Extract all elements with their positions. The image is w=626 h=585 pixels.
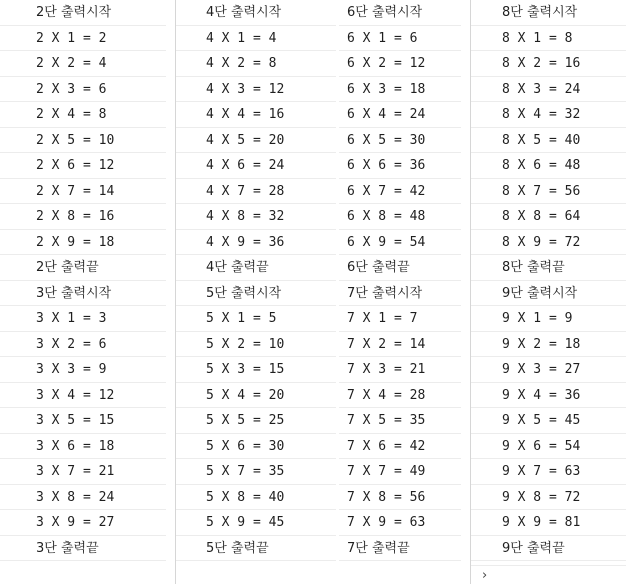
log-line: 4 X 2 = 8 — [176, 51, 336, 77]
log-line-end: 5단 출력끝 — [176, 536, 336, 562]
log-line: 3 X 4 = 12 — [0, 383, 166, 409]
log-line-start: 4단 출력시작 — [176, 0, 336, 26]
log-line: 9 X 5 = 45 — [471, 408, 626, 434]
log-line: 3 X 7 = 21 — [0, 459, 166, 485]
log-line: 3 X 8 = 24 — [0, 485, 166, 511]
log-line-end: 8단 출력끝 — [471, 255, 626, 281]
log-line-start: 3단 출력시작 — [0, 281, 166, 307]
log-line: 3 X 5 = 15 — [0, 408, 166, 434]
log-line: 6 X 4 = 24 — [339, 102, 461, 128]
log-line: 4 X 9 = 36 — [176, 230, 336, 256]
log-line: 7 X 4 = 28 — [339, 383, 461, 409]
log-line: 5 X 6 = 30 — [176, 434, 336, 460]
console-column-4 — [471, 0, 626, 584]
log-line: 7 X 9 = 63 — [339, 510, 461, 536]
log-line: 3 X 1 = 3 — [0, 306, 166, 332]
console-column-1 — [0, 0, 166, 584]
log-line: 2 X 8 = 16 — [0, 204, 166, 230]
log-line: 3 X 3 = 9 — [0, 357, 166, 383]
log-line: 5 X 1 = 5 — [176, 306, 336, 332]
log-line-end: 6단 출력끝 — [339, 255, 461, 281]
log-line: 4 X 7 = 28 — [176, 179, 336, 205]
column-divider — [470, 0, 471, 584]
log-line: 6 X 5 = 30 — [339, 128, 461, 154]
log-line: 7 X 8 = 56 — [339, 485, 461, 511]
log-line: 6 X 6 = 36 — [339, 153, 461, 179]
log-line-end: 9단 출력끝 — [471, 536, 626, 562]
log-line: 6 X 3 = 18 — [339, 77, 461, 103]
log-line-end: 4단 출력끝 — [176, 255, 336, 281]
log-line: 6 X 7 = 42 — [339, 179, 461, 205]
log-line: 5 X 9 = 45 — [176, 510, 336, 536]
log-line: 9 X 7 = 63 — [471, 459, 626, 485]
chevron-right-icon: › — [482, 568, 488, 583]
log-line: 2 X 3 = 6 — [0, 77, 166, 103]
log-line: 2 X 4 = 8 — [0, 102, 166, 128]
log-line: 4 X 1 = 4 — [176, 26, 336, 52]
log-line: 2 X 9 = 18 — [0, 230, 166, 256]
log-line: 5 X 8 = 40 — [176, 485, 336, 511]
log-line: 7 X 3 = 21 — [339, 357, 461, 383]
log-line: 8 X 4 = 32 — [471, 102, 626, 128]
log-line: 2 X 1 = 2 — [0, 26, 166, 52]
log-line: 5 X 7 = 35 — [176, 459, 336, 485]
log-line: 8 X 9 = 72 — [471, 230, 626, 256]
log-line: 8 X 8 = 64 — [471, 204, 626, 230]
log-line: 7 X 6 = 42 — [339, 434, 461, 460]
log-line: 9 X 1 = 9 — [471, 306, 626, 332]
log-line: 8 X 2 = 16 — [471, 51, 626, 77]
log-line-end: 3단 출력끝 — [0, 536, 166, 562]
log-line: 2 X 5 = 10 — [0, 128, 166, 154]
log-line: 9 X 2 = 18 — [471, 332, 626, 358]
console-column-3 — [339, 0, 461, 584]
log-line: 6 X 9 = 54 — [339, 230, 461, 256]
log-line: 2 X 6 = 12 — [0, 153, 166, 179]
log-line: 7 X 2 = 14 — [339, 332, 461, 358]
log-line: 8 X 5 = 40 — [471, 128, 626, 154]
log-line: 8 X 7 = 56 — [471, 179, 626, 205]
log-line-end: 7단 출력끝 — [339, 536, 461, 562]
log-line-start: 6단 출력시작 — [339, 0, 461, 26]
log-line-start: 7단 출력시작 — [339, 281, 461, 307]
log-line: 9 X 8 = 72 — [471, 485, 626, 511]
log-line: 5 X 4 = 20 — [176, 383, 336, 409]
log-line: 9 X 3 = 27 — [471, 357, 626, 383]
log-line: 2 X 2 = 4 — [0, 51, 166, 77]
console-input[interactable] — [471, 565, 626, 585]
log-line-start: 9단 출력시작 — [471, 281, 626, 307]
log-line: 6 X 1 = 6 — [339, 26, 461, 52]
log-line: 3 X 2 = 6 — [0, 332, 166, 358]
log-line: 7 X 5 = 35 — [339, 408, 461, 434]
log-line: 6 X 2 = 12 — [339, 51, 461, 77]
log-line: 4 X 3 = 12 — [176, 77, 336, 103]
log-line: 4 X 6 = 24 — [176, 153, 336, 179]
log-line: 2 X 7 = 14 — [0, 179, 166, 205]
log-line-start: 5단 출력시작 — [176, 281, 336, 307]
log-line: 9 X 9 = 81 — [471, 510, 626, 536]
log-line-start: 8단 출력시작 — [471, 0, 626, 26]
log-line: 7 X 7 = 49 — [339, 459, 461, 485]
log-line: 8 X 6 = 48 — [471, 153, 626, 179]
log-line: 4 X 4 = 16 — [176, 102, 336, 128]
log-line: 9 X 4 = 36 — [471, 383, 626, 409]
column-divider — [175, 0, 176, 584]
log-line: 4 X 8 = 32 — [176, 204, 336, 230]
log-line: 4 X 5 = 20 — [176, 128, 336, 154]
log-line: 9 X 6 = 54 — [471, 434, 626, 460]
log-line: 5 X 2 = 10 — [176, 332, 336, 358]
log-line: 6 X 8 = 48 — [339, 204, 461, 230]
log-line: 5 X 5 = 25 — [176, 408, 336, 434]
console-column-2 — [176, 0, 336, 584]
log-line: 7 X 1 = 7 — [339, 306, 461, 332]
log-line: 3 X 9 = 27 — [0, 510, 166, 536]
log-line-end: 2단 출력끝 — [0, 255, 166, 281]
log-line: 8 X 3 = 24 — [471, 77, 626, 103]
log-line: 3 X 6 = 18 — [0, 434, 166, 460]
log-line-start: 2단 출력시작 — [0, 0, 166, 26]
log-line: 5 X 3 = 15 — [176, 357, 336, 383]
log-line: 8 X 1 = 8 — [471, 26, 626, 52]
